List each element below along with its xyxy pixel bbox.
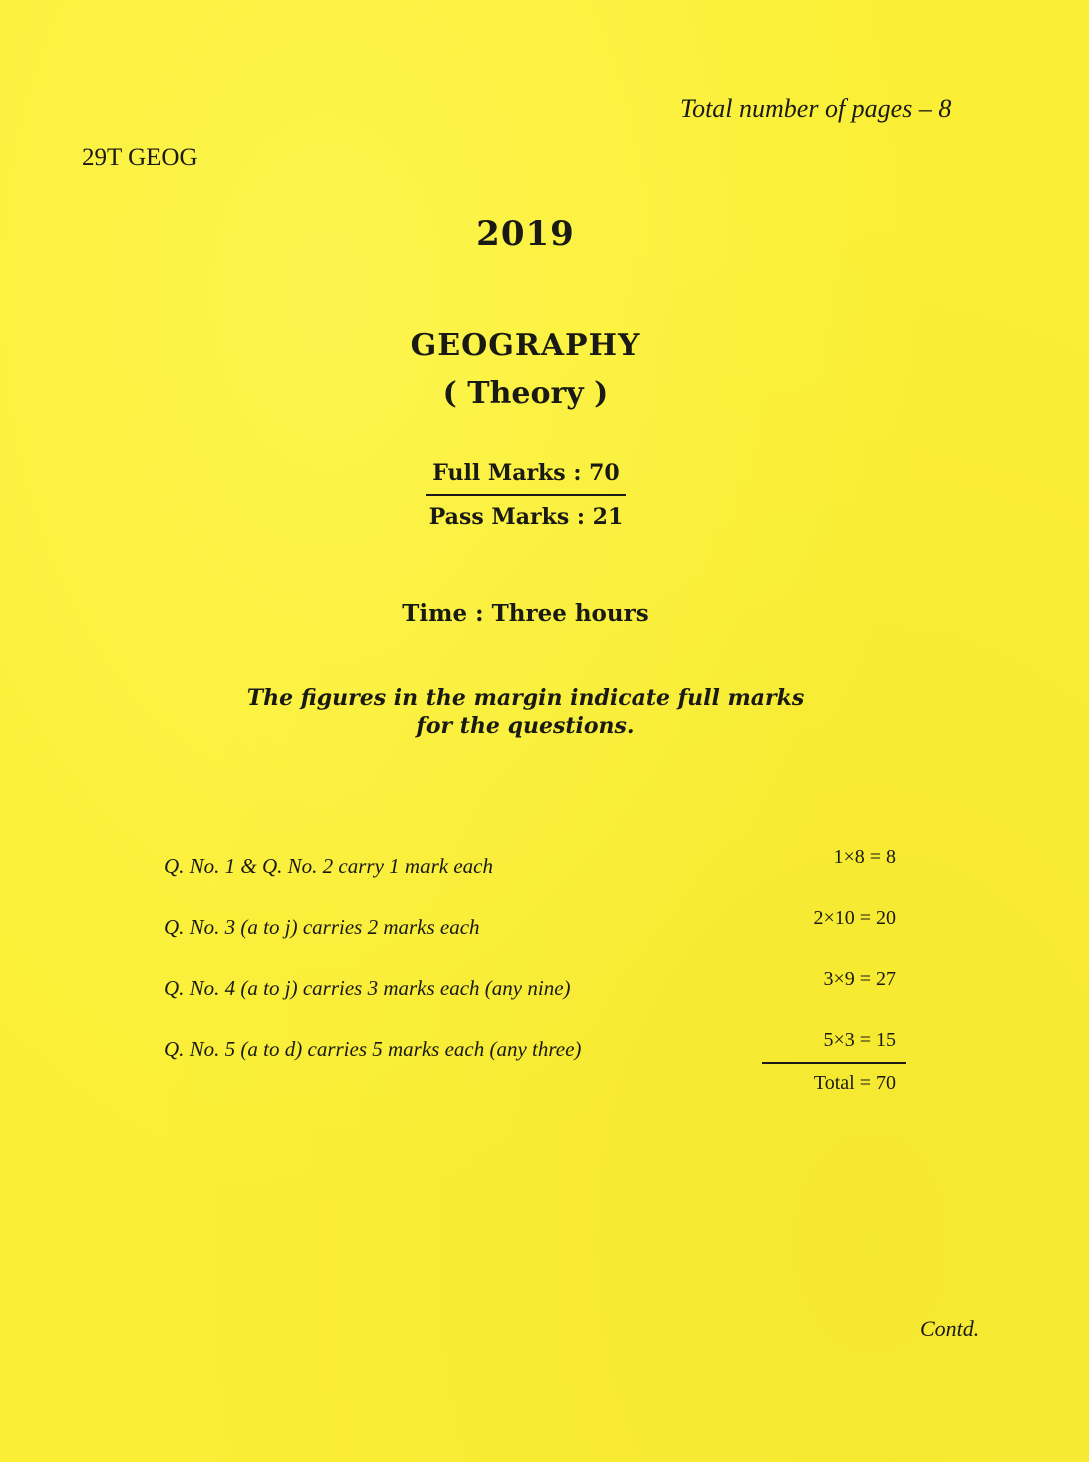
paper-code: 29T GEOG <box>82 144 198 171</box>
row-calculation: 1×8 = 8 <box>833 846 896 868</box>
marks-distribution-table <box>164 840 904 1094</box>
row-calculation: 3×9 = 27 <box>823 968 896 990</box>
table-row <box>164 901 904 962</box>
continued-note: Contd. <box>920 1316 980 1341</box>
table-row <box>164 962 904 1023</box>
marks-block <box>426 460 626 530</box>
total-pages-note: Total number of pages – 8 <box>680 94 952 123</box>
total-marks: Total = 70 <box>813 1072 896 1094</box>
pass-marks: Pass Marks : 21 <box>428 504 624 530</box>
exam-year: 2019 <box>476 214 575 254</box>
instruction-line-1: The figures in the margin indicate full marks <box>246 685 805 711</box>
time-allowed: Time : Three hours <box>402 600 649 627</box>
row-description: Q. No. 3 (a to j) carries 2 marks each <box>164 915 480 939</box>
row-description: Q. No. 5 (a to d) carries 5 marks each (any three) <box>164 1037 582 1061</box>
row-description: Q. No. 1 & Q. No. 2 carry 1 mark each <box>164 854 493 878</box>
instruction <box>0 684 1051 740</box>
full-marks: Full Marks : 70 <box>426 460 626 496</box>
paper-type: ( Theory ) <box>442 376 609 411</box>
subject-title: GEOGRAPHY <box>410 328 641 363</box>
row-description: Q. No. 4 (a to j) carries 3 marks each (any nine) <box>164 976 571 1000</box>
row-calculation: 2×10 = 20 <box>813 907 896 929</box>
instruction-line-2: for the questions. <box>416 713 635 739</box>
table-row <box>164 840 904 901</box>
total-divider <box>762 1062 906 1064</box>
row-calculation: 5×3 = 15 <box>823 1029 896 1051</box>
